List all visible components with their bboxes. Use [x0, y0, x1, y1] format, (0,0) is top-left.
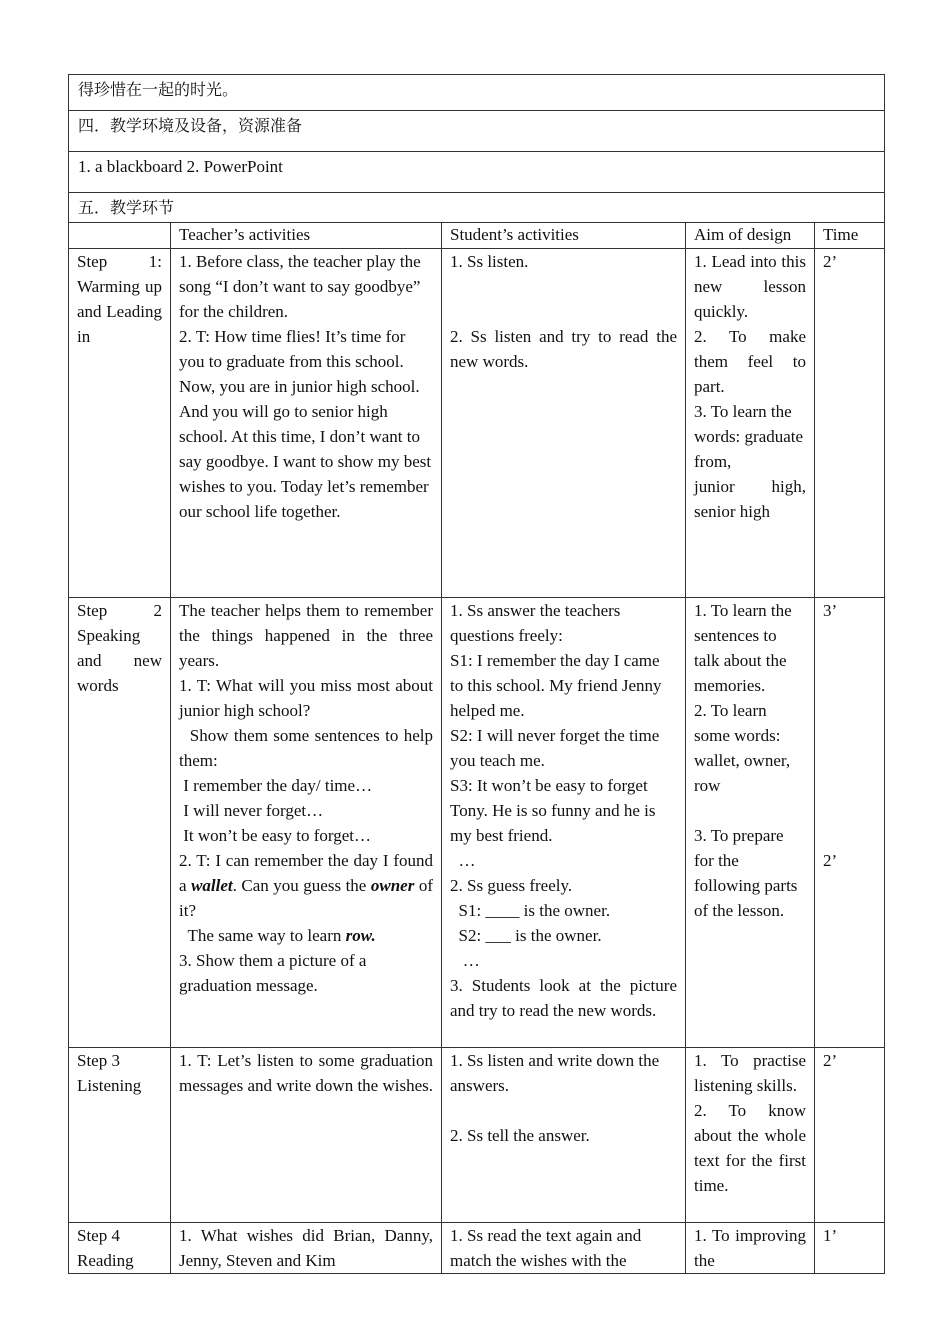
step-1-aim [686, 249, 815, 598]
step-3-aim-1: 1. To practise listening skills. [694, 1051, 811, 1095]
header-aim: Aim of design [686, 223, 815, 249]
header-step [69, 223, 171, 249]
step-2-teacher-s1: I remember the day/ time… [179, 776, 373, 795]
step-3-row [69, 1048, 885, 1223]
step-3-aim-2: 2. To know about the whole text for the first time. [694, 1101, 811, 1195]
row-resources [69, 152, 885, 193]
section-five-heading: 五．教学环节 [69, 193, 885, 223]
resources-text: 1. a blackboard 2. PowerPoint [69, 152, 885, 193]
step-3-time: 2’ [815, 1048, 885, 1223]
step-4-aim [686, 1223, 815, 1274]
row-section-four [69, 111, 885, 152]
step-3-student-2: 2. Ss tell the answer. [450, 1126, 590, 1145]
header-teacher: Teacher’s activities [171, 223, 442, 249]
step-2-time-1: 3’ [823, 601, 838, 620]
step-2-teacher-intro: The teacher helps them to remember the things happened in the three years. [179, 601, 438, 670]
step-3-teacher-1: 1. T: Let’s listen to some graduation messages and write down the wishes. [179, 1051, 438, 1095]
step-2-teacher-q2: 2. T: I can remember the day I found a wallet. Can you guess the owner of it? [179, 851, 433, 920]
step-1-label: Step 1: Warming up and Leading in [69, 249, 171, 598]
step-4-label: Step 4 Reading [69, 1223, 171, 1274]
step-2-teacher-q3: 3. Show them a picture of a graduation message. [179, 951, 371, 995]
step-2-student-8: S2: ___ is the owner. [450, 926, 602, 945]
word-owner: owner [370, 876, 415, 895]
step-2-teacher-q1: 1. T: What will you miss most about junior high school? [179, 676, 438, 720]
step-2-student-2: S1: I remember the day I came to this school. My friend Jenny helped me. [450, 651, 666, 720]
step-2-row [69, 598, 885, 1048]
step-2-teacher-row: The same way to learn row. [179, 926, 376, 945]
step-4-student [442, 1223, 686, 1274]
motto-text: 得珍惜在一起的时光。 [69, 75, 885, 111]
lesson-plan-page [68, 74, 884, 1274]
header-row [69, 223, 885, 249]
step-1-teacher-1: 1. Before class, the teacher play the song “I don’t want to say goodbye” for the children. [179, 252, 425, 321]
step-3-teacher [171, 1048, 442, 1223]
step-1-aim-1: 1. Lead into this new lesson quickly. [694, 252, 811, 321]
step-4-teacher [171, 1223, 442, 1274]
step-1-time: 2’ [815, 249, 885, 598]
step-4-row [69, 1223, 885, 1274]
word-wallet: wallet [191, 876, 233, 895]
step-2-student-1: 1. Ss answer the teachers questions freely: [450, 601, 625, 645]
step-2-aim [686, 598, 815, 1048]
step-2-aim-1: 1. To learn the sentences to talk about the memories. [694, 601, 796, 695]
step-1-teacher-2: 2. T: How time flies! It’s time for you to graduate from this school. Now, you are in junior high school. And you will go to senior high school. At this time, I don’t want to say goodbye. I want to show my best wishes to you. Today let’s remember our school life together. [179, 327, 436, 521]
lesson-plan-table [68, 74, 885, 1274]
step-3-label: Step 3 Listening [69, 1048, 171, 1223]
step-1-aim-4: junior high, senior high [694, 477, 811, 521]
step-1-student [442, 249, 686, 598]
step-2-student-9: … [450, 951, 480, 970]
step-3-student-1: 1. Ss listen and write down the answers. [450, 1051, 664, 1095]
step-4-student-1: 1. Ss read the text again and match the wishes with the [450, 1226, 646, 1270]
step-2-aim-3: 3. To prepare for the following parts of the lesson. [694, 826, 802, 920]
step-2-teacher [171, 598, 442, 1048]
step-4-aim-1: 1. To improving the [694, 1226, 811, 1270]
step-1-student-2: 2. Ss listen and try to read the new words. [450, 327, 682, 371]
step-2-student-7: S1: ____ is the owner. [450, 901, 611, 920]
step-2-student-4: S3: It won’t be easy to forget Tony. He is so funny and he is my best friend. [450, 776, 660, 845]
step-2-label: Step 2 Speaking and new words [69, 598, 171, 1048]
header-student: Student’s activities [442, 223, 686, 249]
step-2-student-10: 3. Students look at the picture and try to read the new words. [450, 976, 682, 1020]
step-1-aim-2: 2. To make them feel to part. [694, 327, 811, 396]
step-3-aim [686, 1048, 815, 1223]
row-section-five [69, 193, 885, 223]
step-4-teacher-1: 1. What wishes did Brian, Danny, Jenny, Steven and Kim [179, 1226, 438, 1270]
step-2-teacher-s3: It won’t be easy to forget… [179, 826, 371, 845]
step-1-row [69, 249, 885, 598]
step-2-teacher-show: Show them some sentences to help them: [179, 726, 438, 770]
step-1-student-1: 1. Ss listen. [450, 252, 529, 271]
step-2-student-5: … [450, 851, 476, 870]
row-motto [69, 75, 885, 111]
step-2-aim-2: 2. To learn some words: wallet, owner, row [694, 701, 795, 795]
step-2-student-6: 2. Ss guess freely. [450, 876, 573, 895]
step-1-aim-3: 3. To learn the words: graduate from, [694, 402, 808, 471]
step-2-time-2: 2’ [823, 851, 838, 870]
step-3-student [442, 1048, 686, 1223]
section-four-heading: 四．教学环境及设备，资源准备 [69, 111, 885, 152]
step-4-time: 1’ [815, 1223, 885, 1274]
step-2-student-3: S2: I will never forget the time you teach me. [450, 726, 664, 770]
step-2-time [815, 598, 885, 1048]
step-2-student [442, 598, 686, 1048]
step-1-teacher [171, 249, 442, 598]
step-2-teacher-s2: I will never forget… [179, 801, 324, 820]
header-time: Time [815, 223, 885, 249]
word-row: row. [345, 926, 376, 945]
